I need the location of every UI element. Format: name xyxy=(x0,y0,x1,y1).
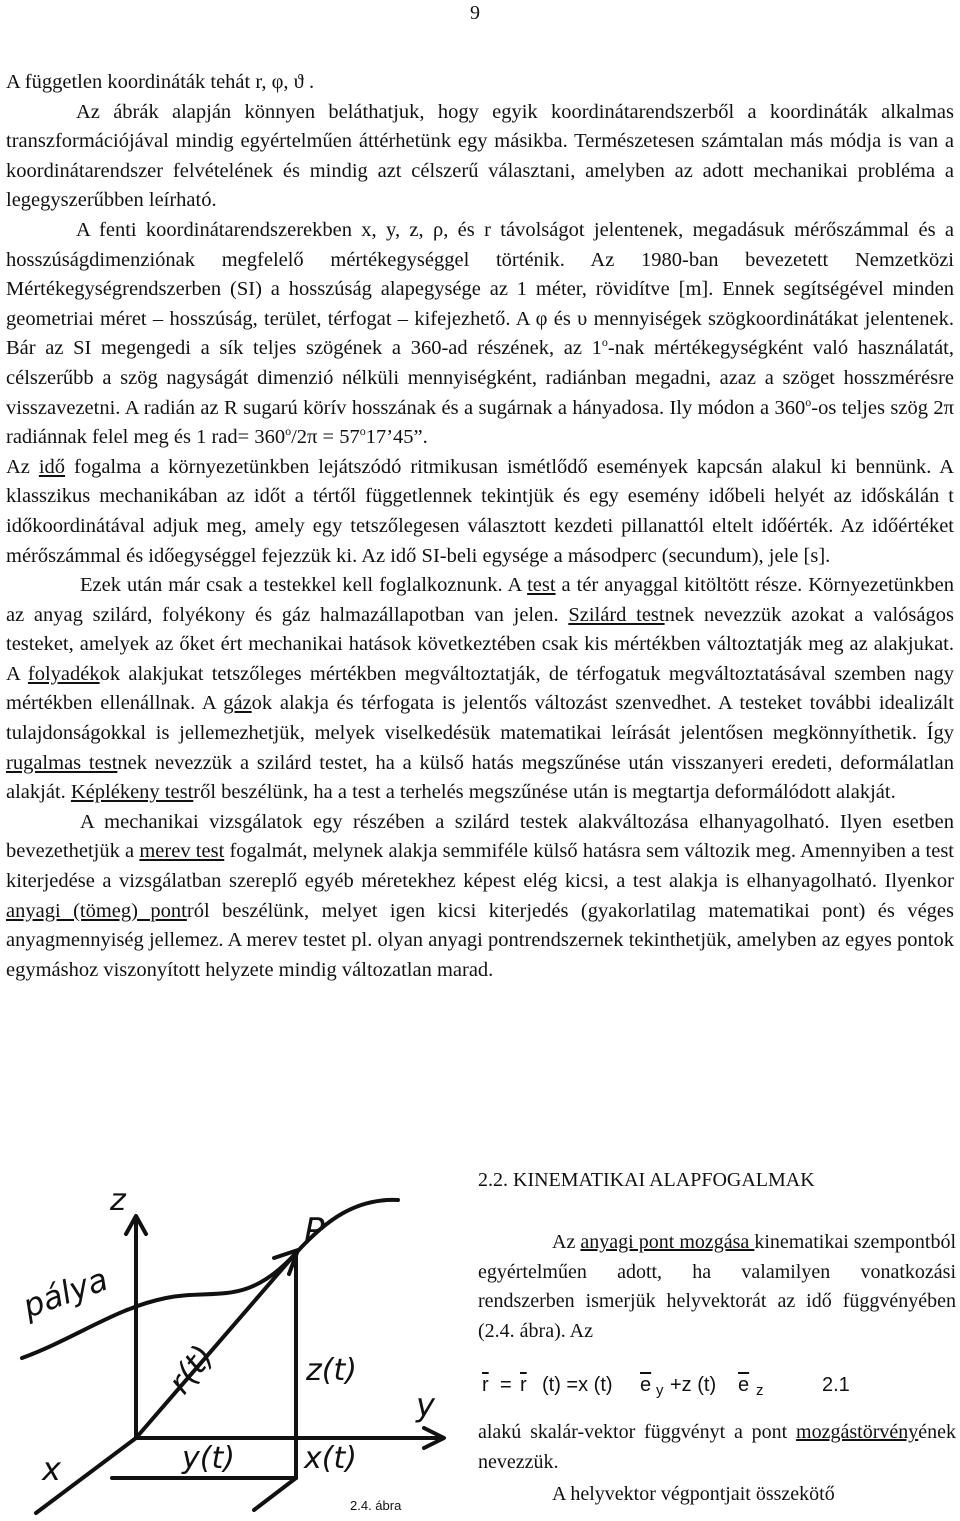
p1-text: A független koordináták tehát r, φ, ϑ . xyxy=(6,71,315,93)
p5-g: ről beszélünk, ha a test a terhelés megszűnése után is megtartja deformálódott alakját. xyxy=(193,781,896,804)
p5-b: a tér anyaggal kitöltött része. Környezetünkben az anyag szilárd, folyékony és gáz halmazállapotban van jelen. xyxy=(6,574,954,626)
p3-text-b: -nak mértékegységként való használatát, célszerűbb a szög nagyságát dimenzió nélküli mennyiségként, radiánban megadni, azaz a szöget hosszmérésre visszavezetni. A radián az R sugarú körív hosszának és a sugárnak a hányadosa. Ily módon a 360 xyxy=(6,337,954,419)
p5-f: nek nevezzük a szilárd testet, ha a külső hatás megszűnése után visszanyeri eredeti, deformálatlan alakját. xyxy=(6,751,954,804)
section-paragraph-1 xyxy=(478,1228,956,1346)
term-mozgastorveny: mozgástörvény xyxy=(796,1421,919,1443)
term-test: test xyxy=(527,574,556,597)
paragraph-3 xyxy=(6,216,954,453)
term-anyagi-pont: anyagi (tömeg) pont xyxy=(6,899,187,922)
position-vector xyxy=(136,1253,296,1438)
figure-drawing xyxy=(6,1158,456,1518)
formula-r-vector: $\overline{r}$ xyxy=(482,1374,489,1396)
figure-caption: 2.4. ábra xyxy=(350,1498,402,1513)
p5-a: Ezek után már csak a testekkel kell foglalkoznunk. A xyxy=(80,574,528,597)
term-anyagi-pont-mozgasa: anyagi pont mozgása xyxy=(580,1231,755,1253)
paragraph-1 xyxy=(6,68,954,98)
label-P: P xyxy=(304,1211,325,1251)
term-szilard-test: Szilárd test xyxy=(568,603,665,626)
p3-text-c: -os teljes szög 2π radiánnak felel meg és 1 rad= 360 xyxy=(6,396,955,449)
formula-number: 2.1 xyxy=(822,1374,850,1396)
section-title: 2.2. KINEMATIKAI ALAPFOGALMAK xyxy=(478,1169,815,1191)
formula-equals: = xyxy=(500,1374,512,1396)
degree-sup: o xyxy=(285,424,292,439)
r2-a: alakú skalár-vektor függvényt a pont xyxy=(478,1421,797,1443)
r1-b: kinematikai szempontból egyértelműen adott, ha valamilyen vonatkozási rendszerben ismerjük helyvektorát az idő függvényében (2.4. ábra). Az xyxy=(478,1231,957,1342)
section-2-2 xyxy=(478,1166,957,1505)
formula-2-1 xyxy=(480,1374,950,1404)
label-y: y xyxy=(416,1386,435,1424)
p3-text-d: /2π = 57 xyxy=(291,426,360,449)
label-x: x xyxy=(42,1450,61,1488)
formula-e-z-sub: z xyxy=(756,1382,764,1399)
p6-c: ról beszélünk, melyet igen kicsi kiterjedés (gyakorlatilag matematikai pont) és véges anyagmennyiség jellemez. A merev testet pl. olyan anyagi pontrendszernek tekinthetjük, amelyben az egyes pontok egymáshoz viszonyított helyzete mindig változatlan marad. xyxy=(6,899,954,981)
formula-e-y-sub: y xyxy=(656,1382,664,1399)
p6-b: fogalmát, melynek alakja semmiféle külső hatásra sem változik meg. Amennyiben a test kiterjedése a vizsgálatban szereplő egyéb méretekhez képest elég kicsi, a test alakja is elhanyagolható. Ilyenkor xyxy=(6,840,954,893)
formula-r-vector-2: $\overline{r}$ xyxy=(520,1374,527,1396)
label-palya: pálya xyxy=(17,1259,113,1326)
term-ido: idő xyxy=(38,455,66,478)
formula-plus-z: +z (t) xyxy=(670,1374,717,1396)
p4-text: fogalma a környezetünkben lejátszódó ritmikusan ismétlődő események kapcsán alakul ki bennünk. A klasszikus mechanikában az időt a tértől függetlennek tekintjük és egy esemény időbeli helyét az időskálán t időkoordinátával adjuk meg, amely egy tetszőlegesen választott kezdeti pillanattól eltelt időérték. Az időértéket mérőszámmal és időegységgel fejezzük ki. Az idő SI-beli egysége a másodperc (secundum), jele [s]. xyxy=(6,455,954,567)
paragraph-4 xyxy=(6,453,954,571)
formula-mid: (t) =x (t) xyxy=(542,1374,613,1396)
page-number: 9 xyxy=(470,2,480,24)
degree-sup: o xyxy=(359,424,366,439)
p6-a: A mechanikai vizsgálatok egy részében a szilárd testek alakváltozása elhanyagolható. Ilyen esetben bevezethetjük a xyxy=(6,810,954,863)
formula-e-z: $\overline{e}$ xyxy=(738,1374,750,1396)
r1-a: Az xyxy=(552,1231,581,1253)
x-projection-line xyxy=(254,1478,296,1510)
label-x-t: x(t) xyxy=(304,1441,357,1476)
main-text xyxy=(6,68,954,985)
p5-e: ok alakja és térfogata is jelentős változást szenvedhet. A testeket további idealizált tulajdonságokkal is jellemezhetjük, melyek viselkedésük matematikai leírását jelentősen megkönnyíthetik. Így xyxy=(6,692,954,745)
p5-d: ok alakjukat tetszőleges mértékben megváltoztatják, de térfogatuk megváltoztatásával szemben nagy mértékben ellenállnak. A xyxy=(6,662,954,715)
label-z-t: z(t) xyxy=(306,1353,357,1388)
p4-pre: Az xyxy=(6,455,39,478)
figure-2-4 xyxy=(6,1158,456,1518)
term-folyadek: folyadék xyxy=(27,662,100,685)
r2-b: ének nevezzük. xyxy=(478,1421,956,1473)
label-r-t: r(t) xyxy=(160,1337,222,1401)
section-paragraph-2 xyxy=(478,1418,956,1477)
term-keplekeny-test: Képlékeny test xyxy=(70,781,194,804)
degree-sup: o xyxy=(601,335,608,350)
formula-e-y: $\overline{e}$ xyxy=(640,1374,652,1396)
p2-text: Az ábrák alapján könnyen beláthatjuk, hogy egyik koordinátarendszerből a koordináták alkalmas transzformációjával mindig egyértelműen áttérhetünk egy másikba. Természetesen számtalan más módja is van a koordinátarendszer felvételének és mindig azt célszerű választani, amelyben az adott mechanikai probléma a legegyszerűbben leírható. xyxy=(6,100,954,212)
degree-sup: o xyxy=(805,394,812,409)
p5-c: nek nevezzük azokat a valóságos testeket, amelyek az őket ért mechanikai hatások következtében csak kis mértékben változtatják meg az alakjukat. A xyxy=(6,603,954,685)
p3-text-e: 17’45”. xyxy=(365,426,428,449)
label-y-t: y(t) xyxy=(182,1441,235,1476)
term-merev-test: merev test xyxy=(139,840,225,863)
term-rugalmas-test: rugalmas test xyxy=(6,751,118,774)
paragraph-6 xyxy=(6,808,954,986)
paragraph-2 xyxy=(6,98,954,216)
section-paragraph-3: A helyvektor végpontjait összekötő xyxy=(552,1483,835,1505)
paragraph-5 xyxy=(6,571,954,808)
label-z: z xyxy=(110,1183,126,1218)
term-gaz: gáz xyxy=(223,692,252,715)
p3-text-a: A fenti koordinátarendszerekben x, y, z, ρ, és r távolságot jelentenek, megadásuk mérőszámmal és a hosszúságdimenziónak megfelelő mértékegységgel történik. Az 1980-ban bevezetett Nemzetközi Mértékegységrendszerben (SI) a hosszúság alapegysége az 1 méter, rövidítve [m]. Ennek segítségével minden geometriai méret – hosszúság, terület, térfogat – kifejezhető. A φ és υ mennyiségek szögkoordinátákat jelentenek. Bár az SI megengedi a sík teljes szögének a 360-ad részének, az 1 xyxy=(6,218,954,360)
